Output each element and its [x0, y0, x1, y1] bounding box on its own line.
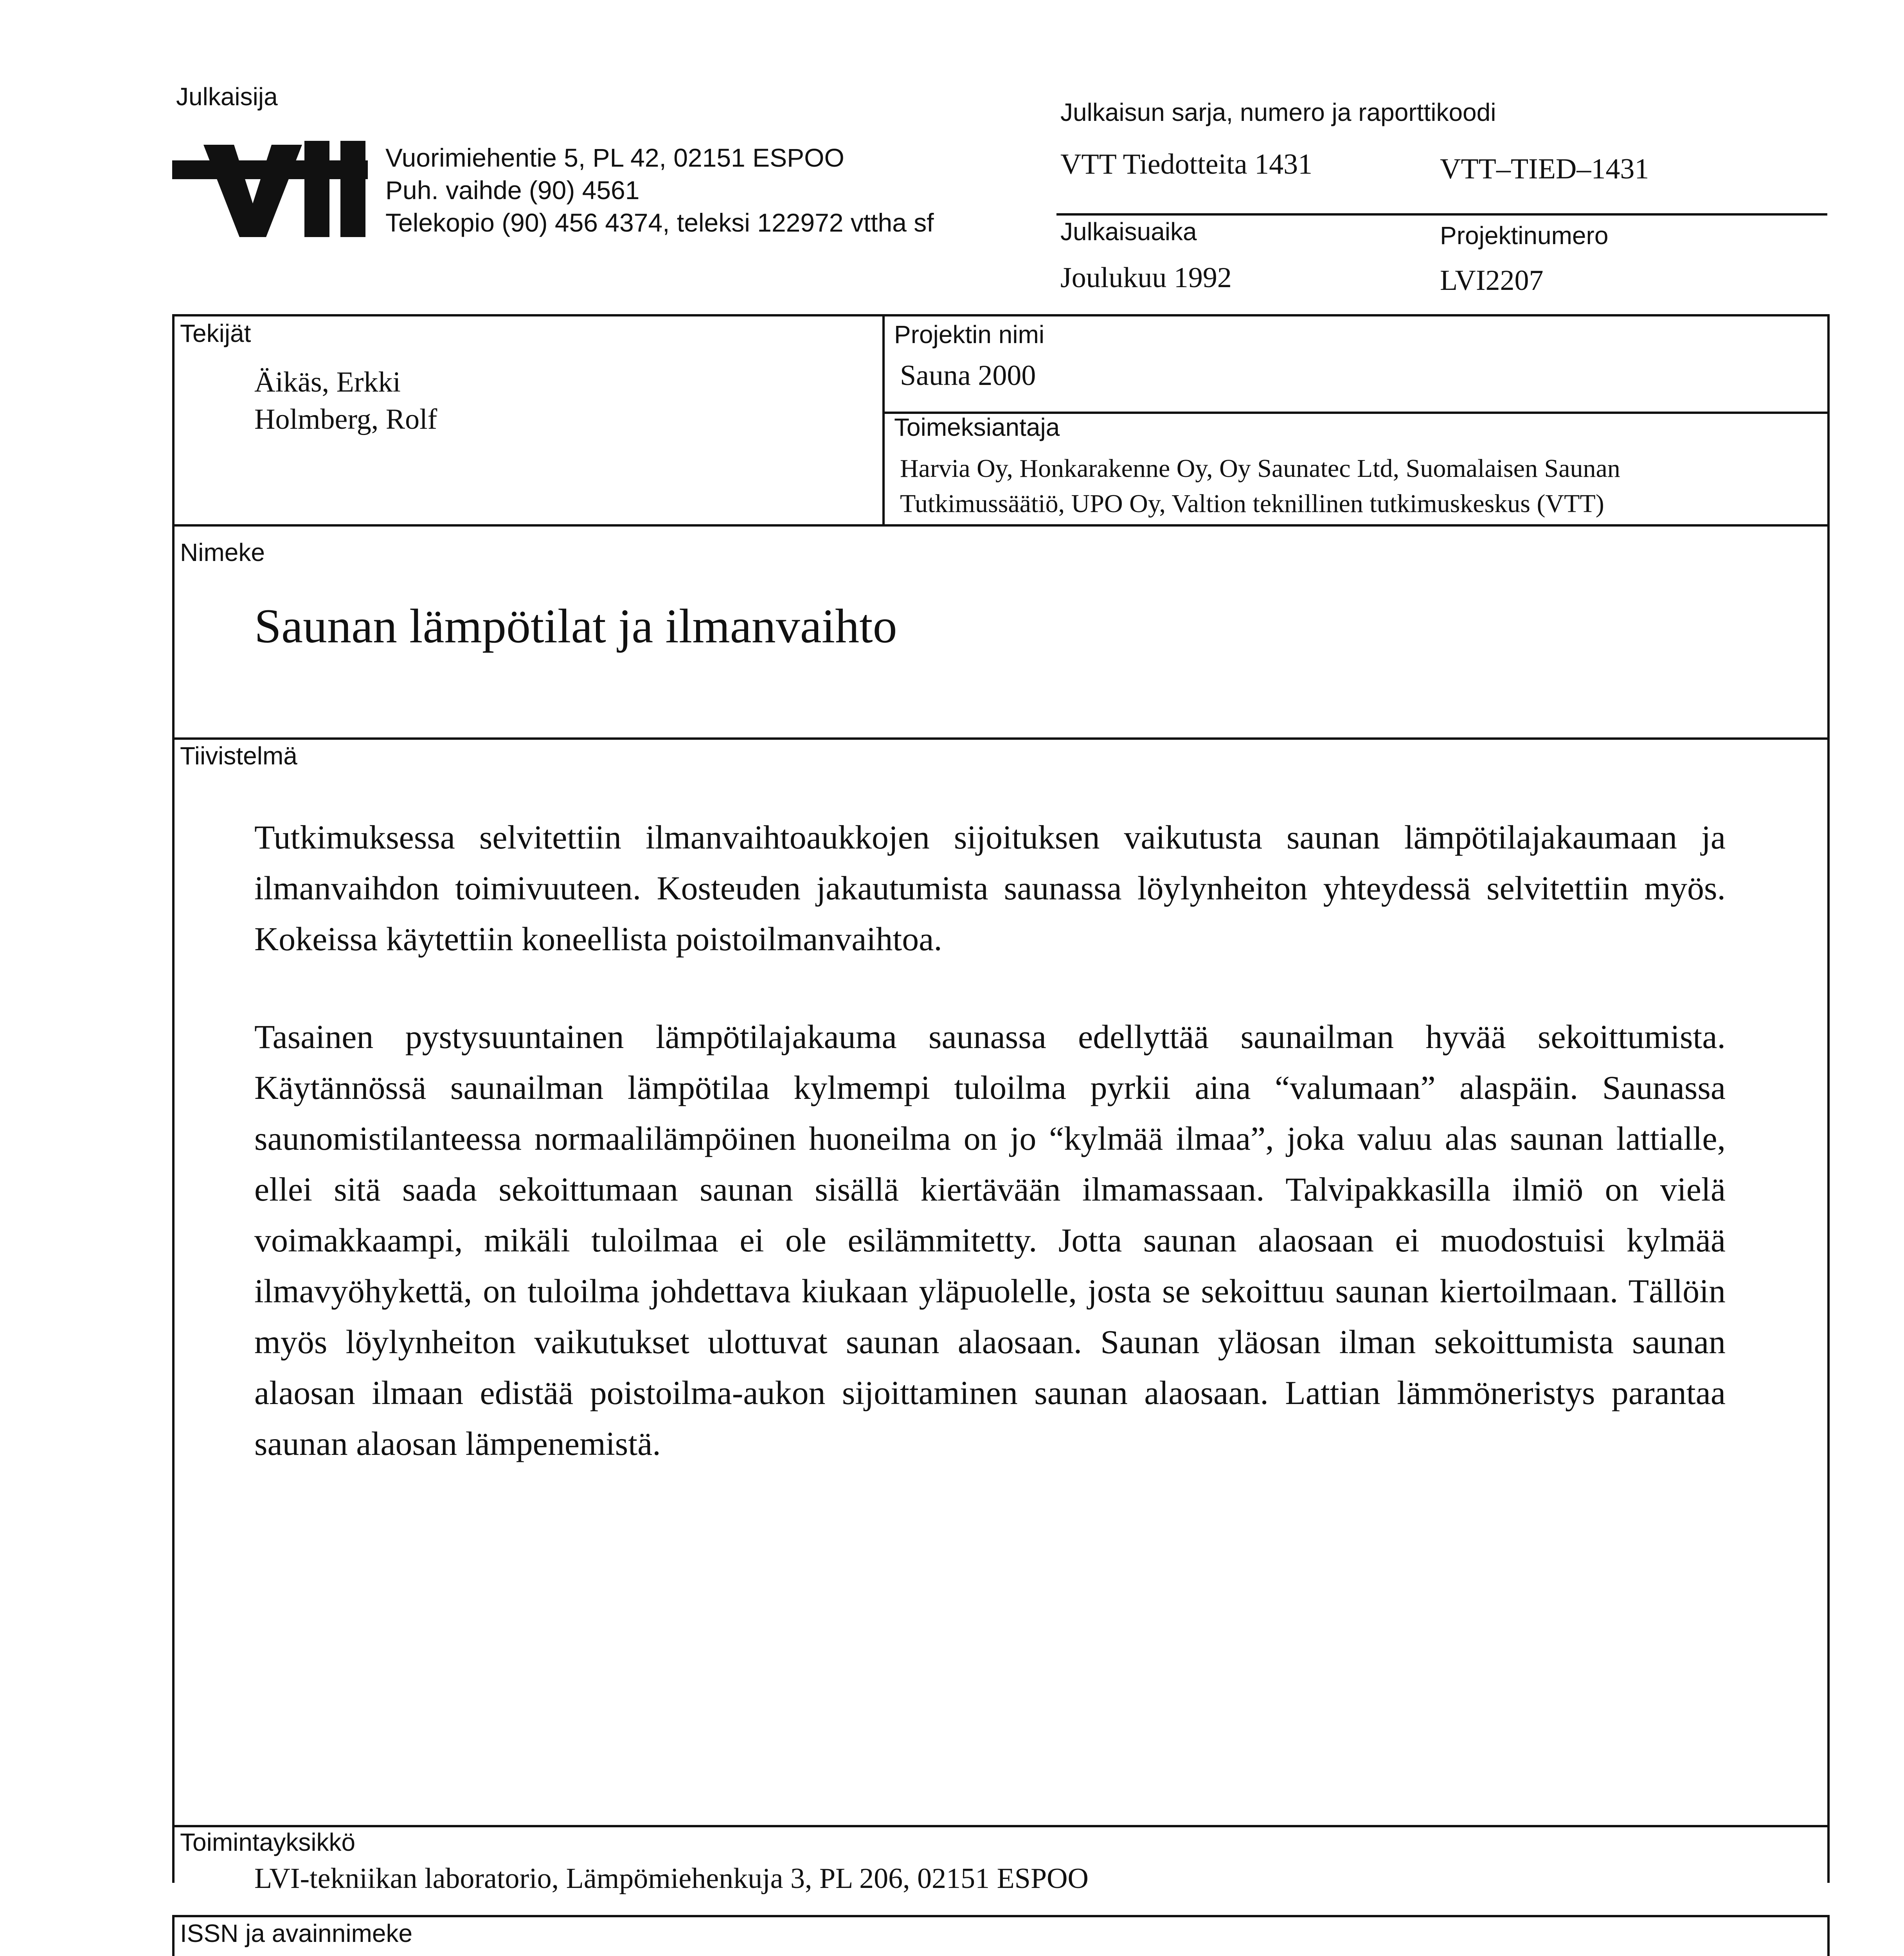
unit-value: LVI-tekniikan laboratorio, Lämpömiehenkuja 3, PL 206, 02151 ESPOO: [254, 1863, 1089, 1895]
authors-label: Tekijät: [180, 319, 251, 347]
client-line-2: Tutkimussäätiö, UPO Oy, Valtion teknillinen tutkimuskeskus (VTT): [900, 489, 1604, 518]
publisher-label: Julkaisija: [176, 83, 278, 111]
vtt-logo: [172, 129, 368, 239]
client-label: Toimeksiantaja: [894, 413, 1060, 441]
address-line-3: Telekopio (90) 456 4374, teleksi 122972 vttha sf: [385, 208, 934, 237]
title-label: Nimeke: [180, 538, 265, 566]
authors-divider: [882, 314, 885, 525]
title-bottom: [172, 737, 1829, 740]
frame-top: [172, 314, 1829, 316]
lower-frame-left: [172, 1915, 175, 1956]
date-value: Joulukuu 1992: [1060, 262, 1232, 294]
frame-right: [1827, 314, 1830, 1883]
issn-label: ISSN ja avainnimeke: [180, 1919, 413, 1947]
project-name-label: Projektin nimi: [894, 320, 1045, 349]
project-number-label: Projektinumero: [1440, 221, 1609, 250]
report-title: Saunan lämpötilat ja ilmanvaihto: [254, 599, 897, 653]
header-divider: [1056, 213, 1827, 216]
author-1: Äikäs, Erkki: [254, 366, 401, 398]
address-line-2: Puh. vaihde (90) 4561: [385, 176, 640, 205]
series-value: VTT Tiedotteita 1431: [1060, 148, 1313, 180]
abstract-paragraph-2: Tasainen pystysuuntainen lämpötilajakauma saunassa edellyttää saunailman hyvää sekoittumista. Käytännössä saunailman lämpötilaa kylmempi tuloilma pyrkii aina “valumaan” alaspäin. Saunassa saunomistilanteessa normaalilämpöinen huoneilma on jo “kylmää ilmaa”, joka valuu alas saunan lattialle, ellei sitä saada sekoittumaan saunan sisällä kiertävään ilmamassaan. Talvipakkasilla ilmiö on vielä voimakkaampi, mikäli tuloilmaa ei ole esilämmitetty. Jotta saunan alaosaan ei muodostuisi kylmää ilmavyöhykettä, on tuloilma johdettava kiukaan yläpuolelle, josta se sekoittuu saunan kiertoilmaan. Tällöin myös löylynheiton vaikutukset ulottuvat saunan alaosaan. Saunan yläosan ilman sekoittumista saunan alaosan ilmaan edistää poistoilma-aukon sijoittaminen saunan alaosaan. Lattian lämmöneristys parantaa saunan alaosan lämpenemistä.: [254, 1018, 1726, 1462]
unit-label: Toimintayksikkö: [180, 1828, 356, 1856]
project-number-value: LVI2207: [1440, 264, 1544, 297]
date-label: Julkaisuaika: [1060, 218, 1197, 246]
address-line-1: Vuorimiehentie 5, PL 42, 02151 ESPOO: [385, 143, 844, 172]
report-code: VTT–TIED–1431: [1440, 153, 1649, 185]
authors-bottom: [172, 524, 1829, 527]
series-label: Julkaisun sarja, numero ja raporttikoodi: [1060, 98, 1496, 126]
abstract-text: [254, 812, 1726, 1516]
author-2: Holmberg, Rolf: [254, 403, 437, 435]
issn-top: [172, 1915, 1829, 1917]
unit-top: [172, 1825, 1829, 1827]
abstract-paragraph-1: Tutkimuksessa selvitettiin ilmanvaihtoaukkojen sijoituksen vaikutusta saunan lämpötilajakaumaan ja ilmanvaihdon toimivuuteen. Kosteuden jakautumista saunassa löylynheiton yhteydessä selvitettiin myös. Kokeissa käytettiin koneellista poistoilmanvaihtoa.: [254, 818, 1726, 958]
project-name-value: Sauna 2000: [900, 360, 1036, 392]
abstract-label: Tiivistelmä: [180, 742, 297, 770]
frame-left: [172, 314, 175, 1883]
lower-frame-right: [1827, 1915, 1830, 1956]
client-line-1: Harvia Oy, Honkarakenne Oy, Oy Saunatec Ltd, Suomalaisen Saunan: [900, 454, 1620, 483]
